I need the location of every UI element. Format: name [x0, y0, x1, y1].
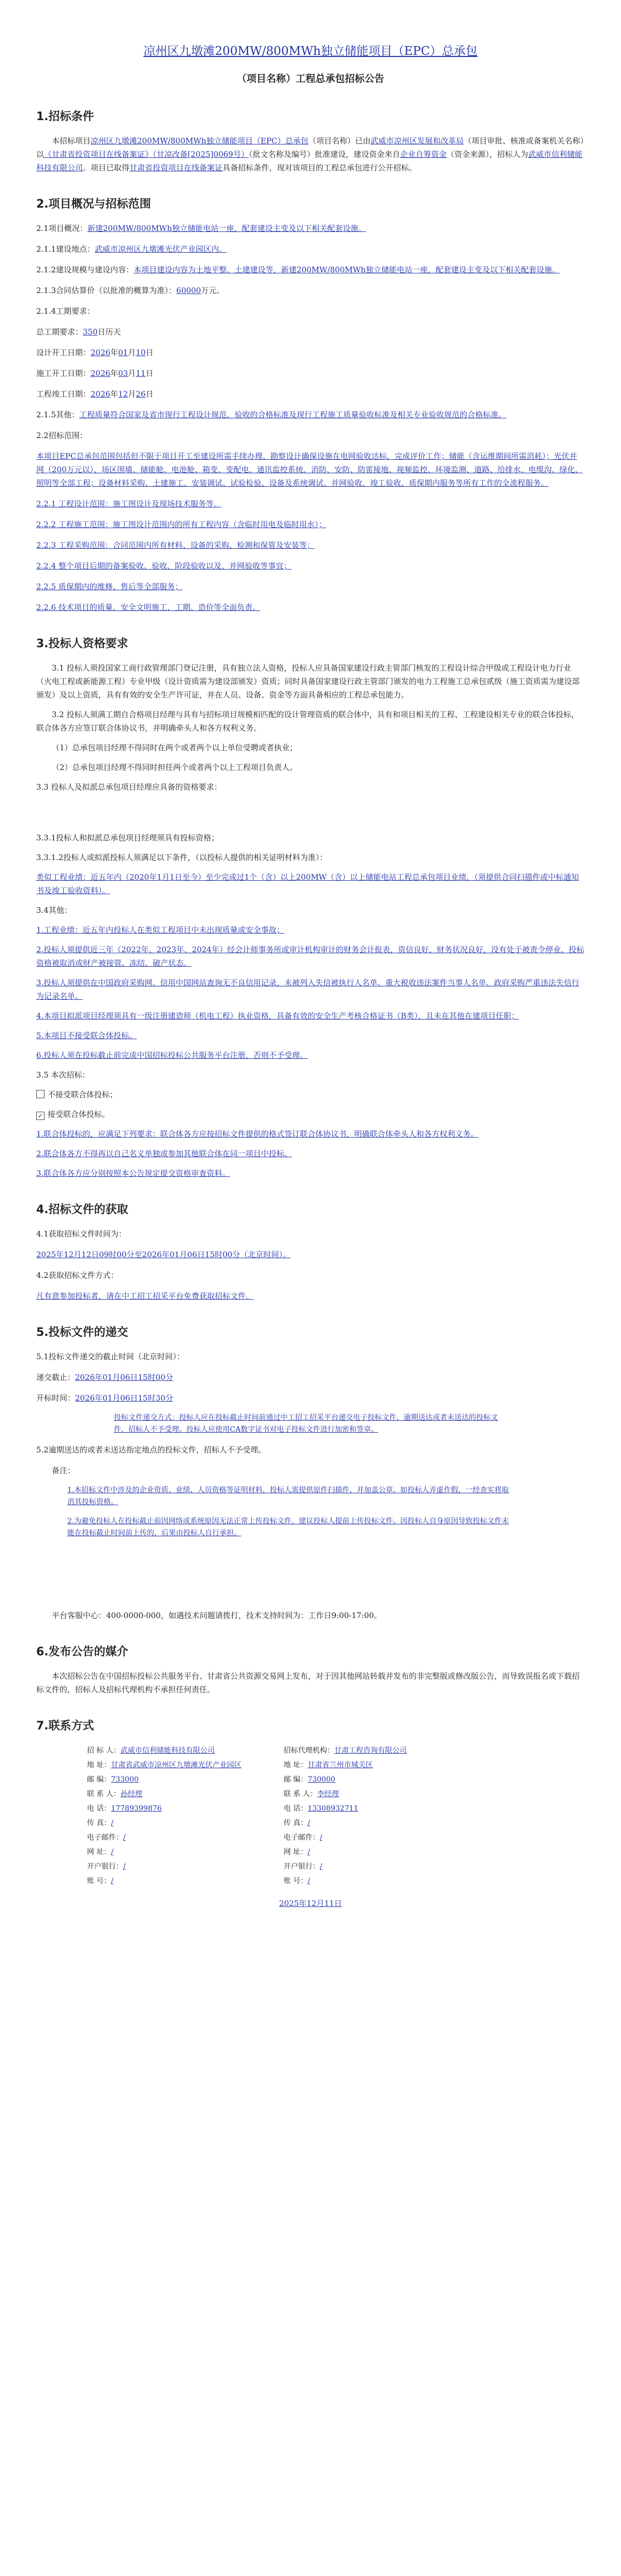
- section-3-heading: 3.投标人资格要求: [36, 637, 128, 650]
- option-no-consortium: 不接受联合体投标；: [36, 1088, 585, 1101]
- section-4-body: 4.1获取招标文件时间为： 2025年12月12日09时00分至2026年01月06日15时00分（北京时间）。 4.2获取招标文件方式： 凡有意参加投标者，请在中工招工招采平台免费获取招标文件。: [36, 1229, 291, 1301]
- checkbox-empty: [36, 1090, 45, 1098]
- submission-method-box: 投标文件递交方式：投标人应在投标截止时间前通过中工招工招采平台递交电子投标文件，逾期送达或者未送达的投标文件，招标人不予受理。投标人应使用CA数字证书对电子投标文件进行加密和签章。: [114, 1414, 498, 1434]
- section-3-body: 3.1 投标人须投国家工商行政管理部门登记注册，具有独立法人资格，投标人应具备国家建设行政主管部门核发的工程设计综合甲级或工程设计电力行业（火电工程或新能源工程）专业甲级（设计资质需为建设部颁发）资质；同时具备国家建设行政主管部门颁发的电力工程施工总承包贰级（施工资质需为建设部颁发）及以上资质，具有有效的安全生产许可证，并在人员、设备、资金等方面具备相应的工程总承包能力。 3.2 投标人须满工期自合格项目经理与具有与招标项目规模相匹配的设计管理资质的联合体中，具有和项目相关的工程、工程建设相关专业的联合体投标，联合体各方应签订联合体协议书，并明确牵头人和各方权利义务。 （1）总承包项目经理不得同时在两个或者两个以上单位受聘或者执业； （2）总承包项目经理不得同时担任两个或者两个以上工程项目负责人。 3.3 投标人及拟派总承包项目经理应具备的资格要求： 3.3.1投标人和拟派总承包项目经理须具有投标资格； 3.3.1.2投标人或拟派投标人须满足以下条件，（以投标人提供的相关证明材料为准）： 类似工程业绩：近五年内（2020年1月1日至今）至少完成过1个（含）以上200MW（含）以上储能电站工程总承包项目业绩，（须提供合同扫描件或中标通知书及竣工验收资料）。 3.4其他： 1.工程业绩：近五年内投标人在类似工程项目中未出现质量或安全事故； 2.投标人须提供近三年（2022年、2023年、2024年）经会计师事务所或审计机构审计的财务会计报表，资信良好，财务状况良好，没有处于被责令停业、投标资格被取消或财产被接管、冻结、破产状态。 3.投标人须提供在中国政府采购网、信用中国网站查询无不良信用记录，未被列入失信被执行人名单、重大税收违法案件当事人名单、政府采购严重违法失信行为记录名单。 4.本项目拟派项目经理须具有一级注册建造师（机电工程）执业资格，具备有效的安全生产考核合格证书（B类），且未在其他在建项目任职； 5.本项目不接受联合体投标。 6.投标人须在投标截止前完成中国招标投标公共服务平台注册，否则不予受理。 3.5 本次招标： 不接受联合体投标； ✓ 接受联合体投标。 1.联合体投标的，应满足下列要求：联合体各方应按招标文件提供的格式签订联合体协议书，明确联合体牵头人和各方权利义务。 2.联合体各方不得再以自己名义单独或参加其他联合体在同一项目中投标。 3.联合体各方应分别按照本公告规定提交资格审查资料。: [36, 663, 584, 1178]
- section-5-body: 5.1投标文件递交的截止时间（北京时间）： 递交截止：2026年01月06日15时00分 开标时间：2026年01月06日15时30分 投标文件递交方式：投标人应在投标截止时间前通过中工招工招采平台递交电子投标文件，逾期送达或者未送达的投标文件，招标人不予受理。投标人应使用CA数字证书对电子投标文件进行加密和签章。 5.2逾期送达的或者未送达指定地点的投标文件，招标人不予受理。 备注： 1.本招标文件中涉及的企业资质、业绩、人员资格等证明材料，投标人需提供原件扫描件，并加盖公章。如投标人弄虚作假，一经查实将取消其投标资格。 2.为避免投标人在投标截止前因网络或系统原因无法正常上传投标文件，建议投标人提前上传投标文件。因投标人自身原因导致投标文件未能在投标截止时间前上传的，后果由投标人自行承担。 平台客服中心：400-0000-000，如遇技术问题请拨打，技术支持时间为：工作日9:00-17:00。: [36, 1350, 585, 1622]
- announcement-date: 2025年12月11日: [279, 1899, 342, 1908]
- contact-table: 招 标 人：武威市信利储能科技有限公司 招标代理机构：甘肃工程咨询有限公司 地 址：甘肃省武威市凉州区九墩滩光伏产业园区 地 址：甘肃省兰州市城关区 邮 编：733000 邮 编：730000 联 系 人：孙经理 联 系 人：李经理 电 话：17789399876 电 话：13308932711 传 真：/ 传 真：/ 电子邮件：/ 电子邮件：/ 网 址：/ 网 址：/ 开户银行：/ 开户银行：/ 账 号：/ 账 号：/: [87, 1747, 407, 1885]
- section-2-heading: 2.项目概况与招标范围: [36, 198, 151, 211]
- section-6-body: 本次招标公告在中国招标投标公共服务平台、甘肃省公共资源交易网上发布，对于因其他网站转载并发布的非完整版或修改版公告，而导致误报名或下载招标文件的，招标人及招标代理机构不承担任何责任。: [36, 1671, 580, 1694]
- checkbox-checked: ✓: [36, 1112, 45, 1120]
- page-subtitle: （项目名称）工程总承包招标公告: [236, 73, 385, 84]
- notes-list: 1.本招标文件中涉及的企业资质、业绩、人员资格等证明材料，投标人需提供原件扫描件，并加盖公章。如投标人弄虚作假，一经查实将取消其投标资格。 2.为避免投标人在投标截止前因网络或系统原因无法正常上传投标文件，建议投标人提前上传投标文件。因投标人自身原因导致投标文件未能在投标截止时间前上传的，后果由投标人自行承担。: [67, 1486, 509, 1537]
- page-title: 凉州区九墩滩200MW/800MWh独立储能项目（EPC）总承包: [143, 45, 478, 58]
- section-5-heading: 5.投标文件的递交: [36, 1326, 128, 1339]
- option-consortium: ✓ 接受联合体投标。: [36, 1108, 585, 1121]
- section-7-heading: 7.联系方式: [36, 1720, 94, 1733]
- section-4-heading: 4.招标文件的获取: [36, 1203, 128, 1216]
- section-1-body: 本招标项目凉州区九墩滩200MW/800MWh独立储能项目（EPC）总承包（项目名称）已由武威市凉州区发展和改革局（项目审批、核准或备案机关名称）以《甘肃省投资项目在线备案证》（甘凉改备[2025]0069号）（批文名称及编号）批准建设，建设资金来自企业自筹资金（资金来源），招标人为武威市信利储能科技有限公司。项目已取得甘肃省投资项目在线备案证具备招标条件，现对该项目的工程总承包进行公开招标。: [36, 136, 584, 172]
- section-2-body: 2.1项目概况：新建200MW/800MWh独立储能电站一座，配套建设主变及以下相关配套设施。 2.1.1建设地点：武威市凉州区九墩滩光伏产业园区内。 2.1.2建设规模与建设内容：本项目建设内容为土地平整、土建建设等，新建200MW/800MWh独立储能电站一座，配套建设主变及以下相关配套设施。 2.1.3合同估算价（以批准的概算为准）：60000万元。 2.1.4工期要求： 总工期要求：350日历天 设计开工日期：2026年01月10日 施工开工日期：2026年03月11日 工程竣工日期：2026年12月26日 2.1.5其他：工程质量符合国家及省市现行工程设计规范、验收的合格标准及现行工程施工质量验收标准及相关专业验收规范的合格标准。 2.2招标范围： 本项目EPC总承包范围包括但不限于项目开工至建设所需手续办理、勘察设计确保设施在电网验收达标，完成评价工作；储能（含运维期间所需消耗）；光伏并网（200万元以）、场区围墙、储能舱、电池舱、箱变、变配电、通讯监控系统、消防、安防、防雷接地、视频监控、环境监测、道路、给排水、电缆沟、绿化、照明等全部工程；设备材料采购、土建施工、安装调试、试验检验、设备及系统调试、并网验收、竣工验收、质保期内服务等所有工作的全流程服务。 2.2.1 工程设计范围：施工图设计及现场技术服务等。 2.2.2 工程施工范围：施工图设计范围内的所有工程内容（含临时用电及临时用水）； 2.2.3 工程采购范围：合同范围内所有材料、设备的采购、检测和保管及安装等； 2.2.4 整个项目后期的备案验收、验收、阶段验收以及、并网验收等事宜； 2.2.5 质保期内的维修、售后等全部服务； 2.2.6 技术项目的质量、安全文明施工、工期、造价等全面负责。: [36, 224, 583, 612]
- section-1-heading: 1.招标条件: [36, 110, 94, 123]
- section-6-heading: 6.发布公告的媒介: [36, 1646, 128, 1658]
